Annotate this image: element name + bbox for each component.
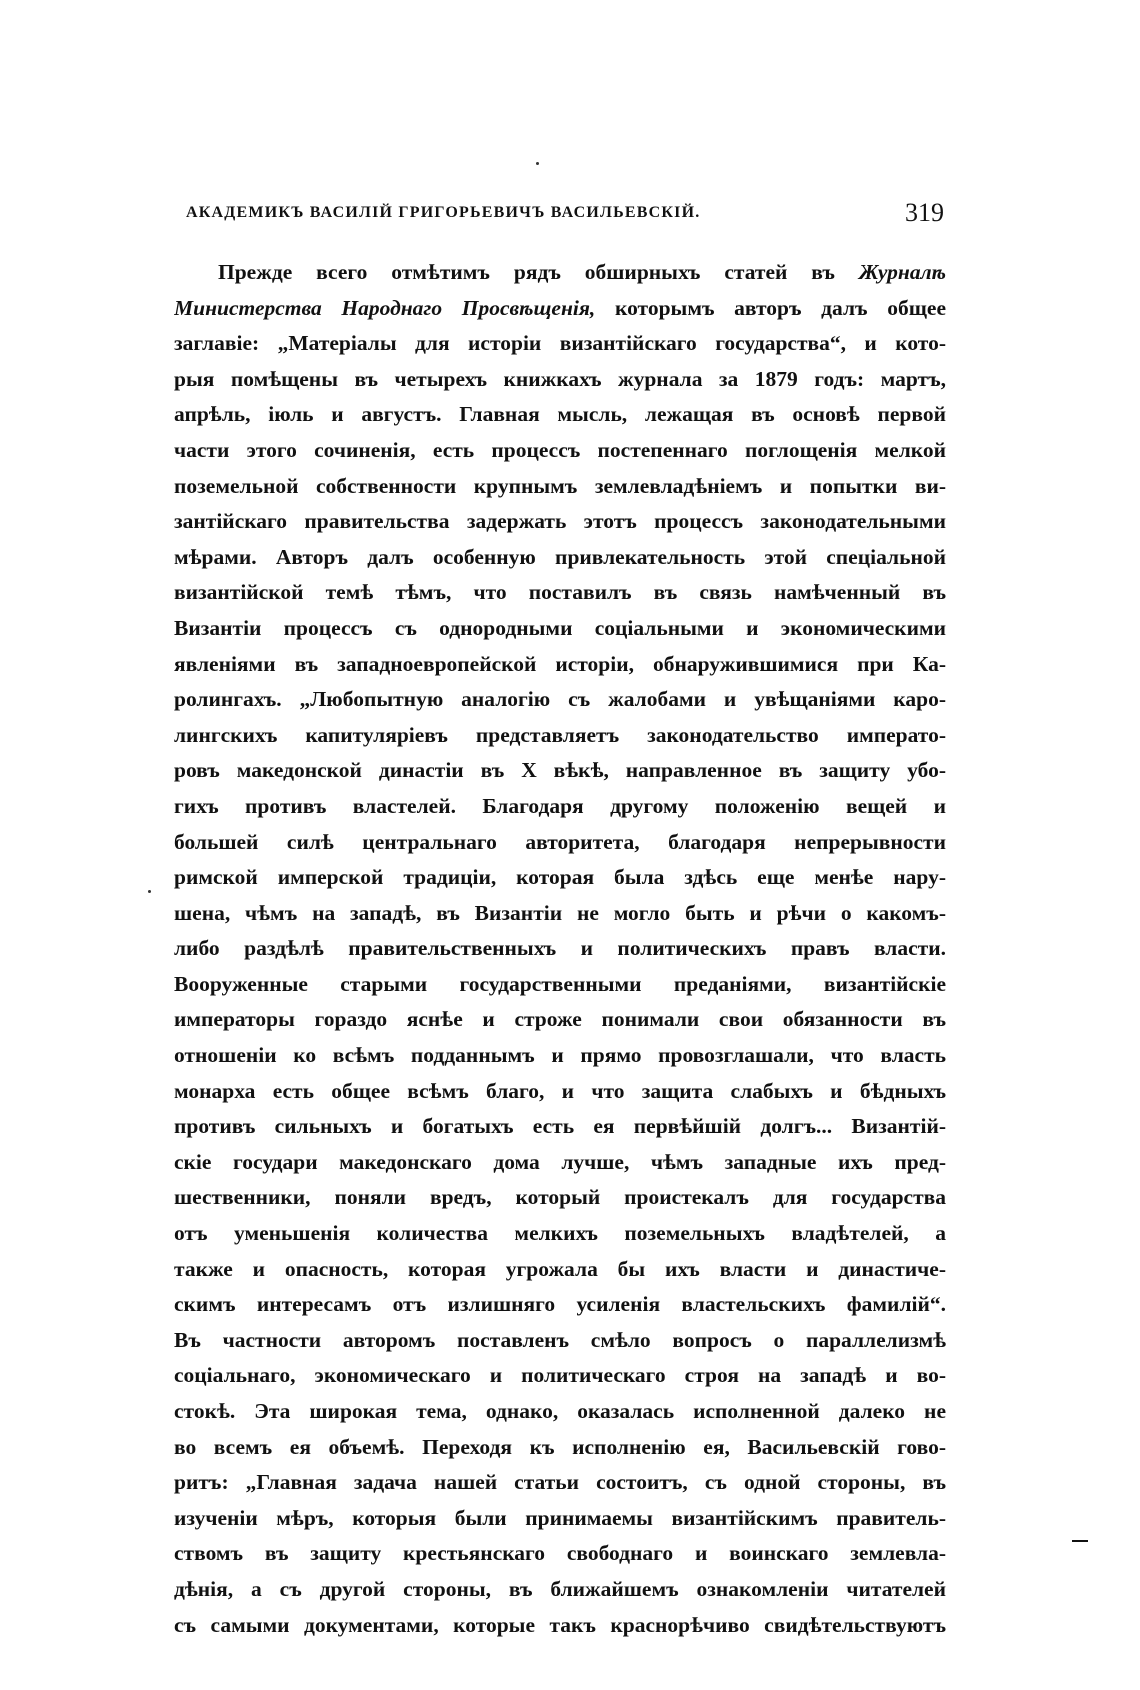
text-line: [174, 575, 946, 611]
text-line: [174, 1002, 946, 1038]
italic-title-text: Журналѣ: [858, 260, 946, 284]
line-text: во всемъ ея объемѣ. Переходя къ исполненію ея, Васильевскій гово-: [174, 1434, 946, 1459]
scan-speck: [536, 162, 539, 165]
text-line: [174, 1358, 946, 1394]
text-line: [174, 1465, 946, 1501]
text-line: [174, 1252, 946, 1288]
text-line: [174, 362, 946, 398]
margin-dash-mark: [1072, 1540, 1088, 1542]
text-line: [174, 1572, 946, 1608]
line-text: отъ уменьшенія количества мелкихъ поземельныхъ владѣтелей, а: [174, 1221, 946, 1246]
text-line: [174, 896, 946, 932]
line-text: византійской темѣ тѣмъ, что поставилъ въ связь намѣченный въ: [174, 580, 946, 605]
line-text: ровъ македонской династіи въ X вѣкѣ, направленное въ защиту убо-: [174, 758, 946, 783]
text-line: [174, 860, 946, 896]
text-line: [174, 825, 946, 861]
line-text: мѣрами. Авторъ далъ особенную привлекательность этой спеціальной: [174, 544, 946, 569]
line-text: дѣнія, а съ другой стороны, въ ближайшемъ ознакомленіи читателей: [174, 1576, 946, 1601]
line-text: изученіи мѣръ, которыя были принимаемы византійскимъ правитель-: [174, 1505, 946, 1530]
running-head: [174, 200, 946, 232]
text-line: [174, 1323, 946, 1359]
line-text: ритъ: „Главная задача нашей статьи состоитъ, съ одной стороны, въ: [174, 1470, 946, 1495]
text-line: [174, 291, 946, 327]
text-line: [174, 967, 946, 1003]
text-line: [174, 753, 946, 789]
text-line: [174, 540, 946, 576]
line-text: отношеніи ко всѣмъ подданнымъ и прямо провозглашали, что власть: [174, 1043, 946, 1068]
line-text: заглавіе: „Матеріалы для исторіи византійскаго государства“, и кото-: [174, 331, 946, 356]
line-text: явленіями въ западноевропейской исторіи, обнаружившимися при Ка-: [174, 651, 946, 676]
text-line: [174, 1394, 946, 1430]
line-text: Въ частности авторомъ поставленъ смѣло вопросъ о параллелизмѣ: [174, 1327, 946, 1352]
text-line: [174, 1501, 946, 1537]
line-text: противъ сильныхъ и богатыхъ есть ея первѣйшій долгъ... Византій-: [174, 1114, 946, 1139]
text-line: [174, 1074, 946, 1110]
line-text: также и опасность, которая угрожала бы ихъ власти и династиче-: [174, 1256, 946, 1281]
line-text: поземельной собственности крупнымъ землевладѣніемъ и попытки ви-: [174, 473, 946, 498]
text-line: [174, 1608, 946, 1644]
line-text: съ самыми документами, которые такъ краснорѣчиво свидѣтельствуютъ: [174, 1612, 946, 1637]
line-text: апрѣль, іюль и августъ. Главная мысль, лежащая въ основѣ первой: [174, 402, 946, 427]
italic-title-text: Министерства Народнаго Просвѣщенія,: [174, 295, 596, 320]
line-text: монарха есть общее всѣмъ благо, и что защита слабыхъ и бѣдныхъ: [174, 1078, 946, 1103]
line-text: соціальнаго, экономическаго и политическаго строя на западѣ и во-: [174, 1363, 946, 1388]
text-line: [174, 789, 946, 825]
text-line: [174, 1109, 946, 1145]
text-line: [174, 1430, 946, 1466]
line-text: гихъ противъ властелей. Благодаря другому положенію вещей и: [174, 793, 946, 818]
line-text: рыя помѣщены въ четырехъ книжкахъ журнала за 1879 годъ: мартъ,: [174, 366, 946, 391]
line-text: либо раздѣлѣ правительственныхъ и политическихъ правъ власти.: [174, 936, 946, 961]
line-text: ролингахъ. „Любопытную аналогію съ жалобами и увѣщаніями каро-: [174, 687, 946, 712]
text-line: [174, 682, 946, 718]
text-line: [174, 504, 946, 540]
text-line: [174, 718, 946, 754]
line-text: зантійскаго правительства задержать этотъ процессъ законодательными: [174, 509, 946, 534]
line-text: шественники, поняли вредъ, который проистекалъ для государства: [174, 1185, 946, 1210]
text-line: [174, 1216, 946, 1252]
text-line: [174, 326, 946, 362]
text-line: [174, 1038, 946, 1074]
line-text: скіе государи македонскаго дома лучше, чѣмъ западные ихъ пред-: [174, 1149, 946, 1174]
body-paragraph: [174, 255, 946, 1643]
line-text: стокѣ. Эта широкая тема, однако, оказалась исполненной далеко не: [174, 1399, 946, 1423]
line-text: скимъ интересамъ отъ излишняго усиленія властельскихъ фамилій“.: [174, 1292, 946, 1317]
text-line: [174, 397, 946, 433]
scan-speck: [148, 890, 151, 893]
text-line: [174, 1536, 946, 1572]
line-text: римской имперской традиціи, которая была здѣсь еще менѣе нару-: [174, 865, 946, 890]
text-line: [174, 1180, 946, 1216]
line-text: лингскихъ капитуляріевъ представляетъ законодательство императо-: [174, 722, 946, 747]
line-text: императоры гораздо яснѣе и строже понимали свои обязанности въ: [174, 1007, 946, 1032]
line-text: ствомъ въ защиту крестьянскаго свободнаго и воинскаго землевла-: [174, 1541, 946, 1566]
page-number: 319: [905, 198, 944, 227]
line-text: которымъ авторъ далъ общее: [595, 295, 946, 320]
running-title: АКАДЕМИКЪ ВАСИЛІЙ ГРИГОРЬЕВИЧЪ ВАСИЛЬЕВСКІЙ.: [186, 204, 701, 221]
line-text: Византіи процессъ съ однородными соціальными и экономическими: [174, 615, 946, 640]
text-line: [174, 931, 946, 967]
line-text: шена, чѣмъ на западѣ, въ Византіи не могло быть и рѣчи о какомъ-: [174, 900, 946, 925]
line-text: Прежде всего отмѣтимъ рядъ обширныхъ статей въ: [218, 260, 859, 284]
text-line: [174, 433, 946, 469]
line-text: Вооруженные старыми государственными преданіями, византійскіе: [174, 971, 946, 996]
line-text: части этого сочиненія, есть процессъ постепеннаго поглощенія мелкой: [174, 437, 946, 462]
text-line: [174, 469, 946, 505]
text-line: [174, 1145, 946, 1181]
text-line: [174, 1287, 946, 1323]
line-text: большей силѣ центральнаго авторитета, благодаря непрерывности: [174, 829, 946, 854]
text-line: [174, 647, 946, 683]
text-line: [174, 611, 946, 647]
text-line: [174, 255, 946, 291]
